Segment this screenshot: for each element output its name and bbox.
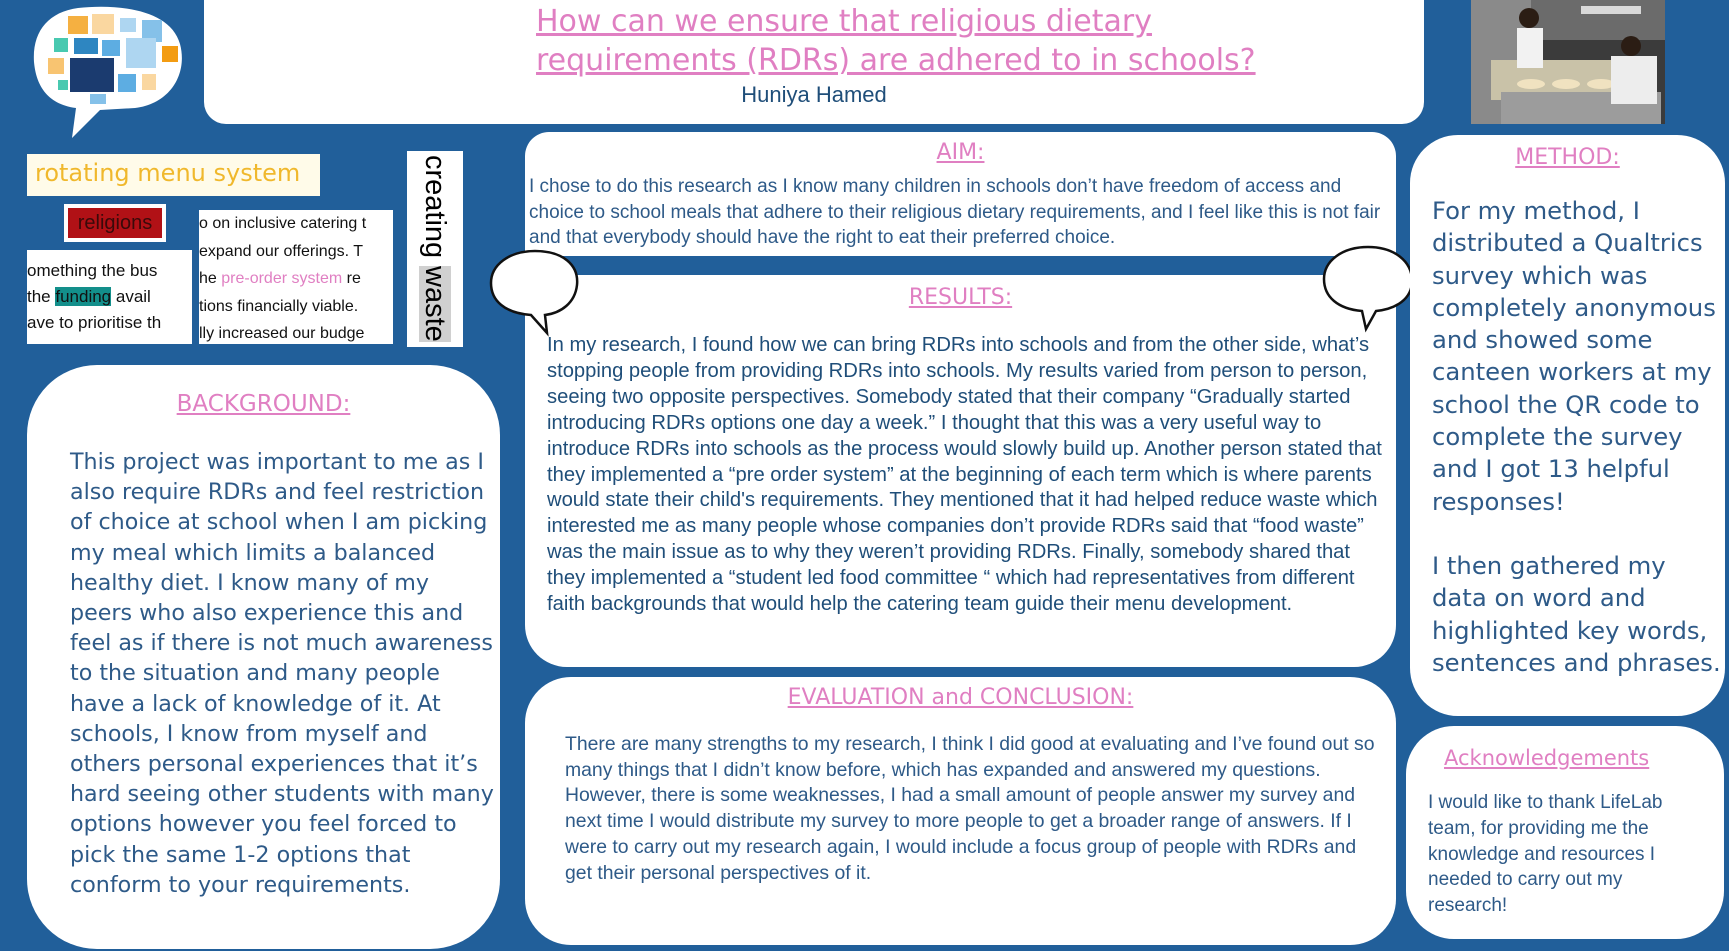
author-name: Huniya Hamed — [741, 82, 887, 107]
aim-body: I chose to do this research as I know many children in schools don’t have freedom of access and choice to school meals that adhere to their religious dietary requirements, and I feel like this is not fair and that everybody should have the right to eat their preferred choice. — [529, 176, 1381, 248]
title-line-2: requirements (RDRs) are adhered to in schools? — [536, 43, 1256, 78]
brain-speech-bubble-logo — [30, 4, 190, 140]
results-body: In my research, I found how we can bring RDRs into schools and from the other side, what’s stopping people from providing RDRs into schools. My results varied from person to person, seeing two opposite perspectives. Somebody stated that their company “Gradually started introducing RDRs options one day a week.” I thought that this was a very useful way to introduce RDRs into schools as the process would slowly build up. Another person stated that they implemented a “pre order system” at the beginning of each term which is where parents would state their child's requirements. They mentioned that it had helped reduce waste which interested me as many people whose companies don’t provide RDRs said that “food waste” was the main issue as to why they weren’t providing RDRs. Finally, somebody shared that they implemented a “student led food committee “ which had representatives from different faith backgrounds that would help the catering team guide their menu development. — [547, 334, 1382, 616]
clipping-funding-line-3: ave to prioritise th — [27, 313, 162, 332]
background-body: This project was important to me as I also require RDRs and feel restriction of choice at school when I am picking my meal which limits a balanced healthy diet. I know many of my peers who also experience this and feel as if there is not much awareness to the situation and many people have a lack of knowledge of it. At schools, I know from myself and others personal experiences that it’s hard seeing other students with many options however you feel forced to pick the same 1-2 options that conform to your requirements. — [70, 449, 494, 898]
aim-panel — [525, 132, 1396, 256]
pre-order-system-highlight: pre-order system — [221, 270, 343, 287]
poster-title — [536, 2, 1296, 80]
aim-title: AIM: — [936, 140, 985, 165]
clipping-catering-line-4: tions financially viable. — [199, 297, 359, 315]
acknowledgements-title: Acknowledgements — [1444, 746, 1650, 770]
results-panel — [525, 275, 1396, 667]
clipping-rotating-menu-system: rotating menu system — [27, 154, 320, 196]
clipping-religions — [64, 204, 166, 242]
clipping-catering-line-5: lly increased our budge — [199, 325, 365, 342]
clipping-creating-waste-text: creating waste — [419, 155, 451, 342]
method-paragraph-2: I then gathered my data on word and highlighted key words, sentences and phrases. — [1432, 550, 1721, 677]
background-panel — [27, 365, 500, 949]
funding-highlight: funding — [55, 287, 112, 306]
results-title: RESULTS: — [908, 285, 1013, 310]
method-body — [1432, 195, 1722, 711]
clipping-creating-waste — [407, 151, 463, 347]
clipping-funding — [27, 250, 192, 344]
clipping-inclusive-catering — [199, 210, 393, 344]
evaluation-body: There are many strengths to my research, I think I did good at evaluating and I’ve found out so many things that I didn’t know before, which has expanded and answered my questions. However, there is some weaknesses, I had a small amount of people answer my survey and next time I would distribute my survey to more people to get a broader range of answers. If I were to carry out my research again, I would include a focus group of people with RDRs and get their personal perspectives of it. — [565, 733, 1375, 884]
clipping-catering-line-2: expand our offerings. T — [199, 242, 363, 260]
clipping-funding-line-2: the funding avail — [27, 287, 151, 306]
method-panel — [1410, 135, 1725, 716]
waste-highlight: waste — [419, 266, 451, 342]
acknowledgements-panel — [1406, 726, 1724, 939]
clipping-religions-text: religions — [68, 208, 162, 238]
evaluation-title: EVALUATION and CONCLUSION: — [787, 685, 1134, 710]
left-speech-bubble-icon — [487, 247, 583, 337]
clipping-funding-line-1: omething the bus — [27, 261, 158, 280]
clipping-catering-line-3: he pre-order system re — [199, 270, 361, 287]
method-title: METHOD: — [1515, 145, 1620, 170]
canteen-photo — [1471, 0, 1665, 124]
clipping-catering-line-1: o on inclusive catering t — [199, 215, 367, 232]
right-speech-bubble-icon — [1320, 243, 1416, 333]
background-title: BACKGROUND: — [176, 391, 351, 417]
acknowledgements-body: I would like to thank LifeLab team, for providing me the knowledge and resources I needed to carry out my research! — [1428, 792, 1663, 917]
title-box — [204, 0, 1424, 124]
method-paragraph-1: For my method, I distributed a Qualtrics survey which was completely anonymous and showed some canteen workers at my school the QR code to complete the survey and I got 13 helpful responses! — [1432, 196, 1716, 516]
title-line-1: How can we ensure that religious dietary — [536, 4, 1152, 39]
evaluation-panel — [525, 677, 1396, 945]
